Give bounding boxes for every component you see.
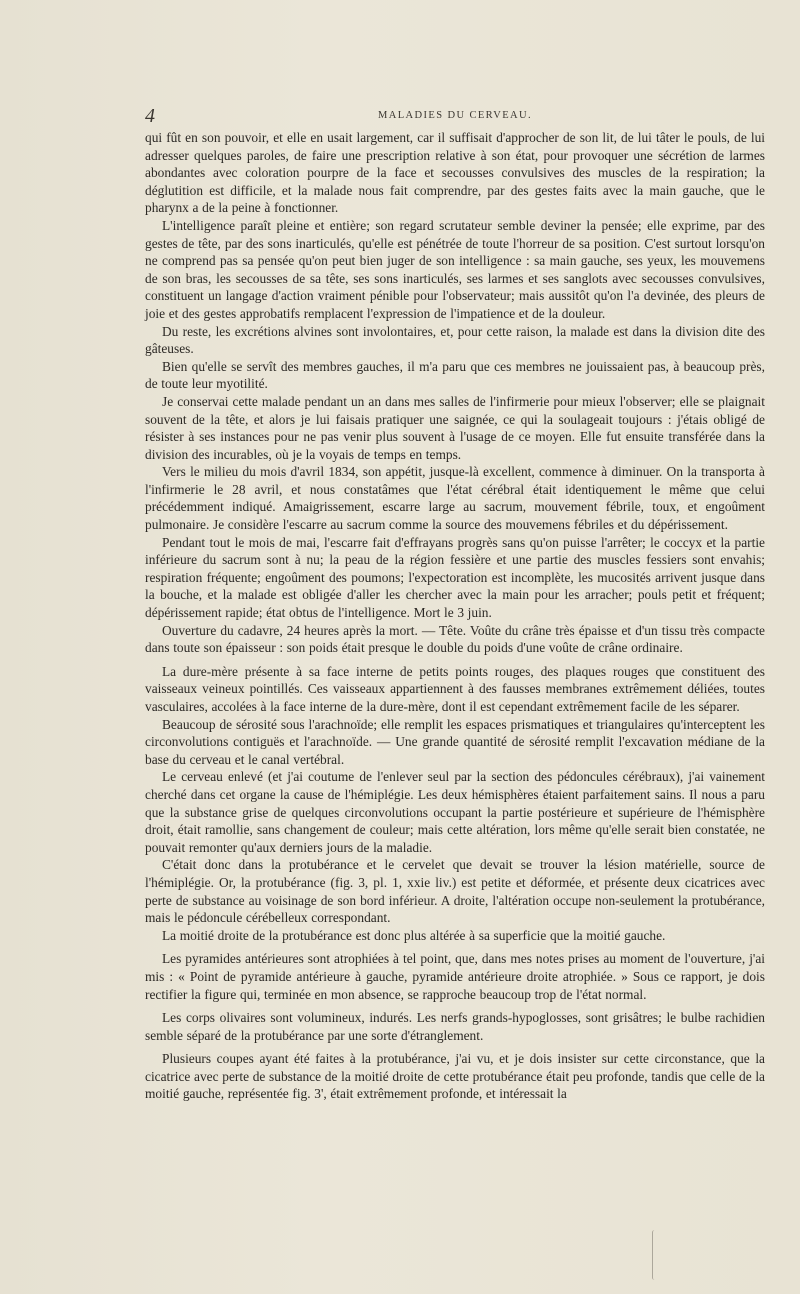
paragraph: Du reste, les excrétions alvines sont involontaires, et, pour cette raison, la malade est dans la division dite des gâteuses. bbox=[145, 323, 765, 357]
paragraph: Les pyramides antérieures sont atrophiées à tel point, que, dans mes notes prises au moment de l'ouverture, j'ai mis : « Point de pyramide antérieure à gauche, pyramide antérieure droite atrophiée. » Sous ce rapport, je dois rectifier la figure qui, terminée en mon absence, se rapproche beaucoup trop de l'état normal. bbox=[145, 951, 765, 1002]
paragraph: Ouverture du cadavre, 24 heures après la mort. — Tête. Voûte du crâne très épaisse et d'un tissu très compacte dans toute son épaisseur : son poids était presque le double du poids d'une voûte de crâne ordinaire. bbox=[145, 622, 765, 656]
paragraph: Plusieurs coupes ayant été faites à la protubérance, j'ai vu, et je dois insister sur cette circonstance, que la cicatrice avec perte de substance de la moitié droite de cette protubérance était peu profonde, tandis que celle de la moitié gauche, représentée fig. 3', était extrêmement profonde, et intéressait la bbox=[145, 1051, 765, 1102]
paragraph: Bien qu'elle se servît des membres gauches, il m'a paru que ces membres ne jouissaient pas, à beaucoup près, de toute leur myotilité. bbox=[145, 358, 765, 392]
paragraph: Je conservai cette malade pendant un an dans mes salles de l'infirmerie pour mieux l'observer; elle se plaignait souvent de la tête, et alors je lui faisais pratiquer une saignée, ce qui la soulageait toujours : j'étais obligé de résister à ses instances pour ne pas venir plus souvent à l'usage de ce moyen. Elle fut ensuite transférée dans la division des incurables, où je la voyais de temps en temps. bbox=[145, 393, 765, 462]
paragraph: Le cerveau enlevé (et j'ai coutume de l'enlever seul par la section des pédoncules cérébraux), j'ai vainement cherché dans cet organe la cause de l'hémiplégie. Les deux hémisphères étaient parfaitement sains. Il nous a paru que la substance grise de quelques circonvolutions occupant la partie postérieure et supérieure de l'hémisphère droit, était ramollie, sans changement de couleur; mais cette altération, lors même qu'elle serait bien constatée, ne pouvait remonter qu'aux derniers jours de la maladie. bbox=[145, 769, 765, 855]
paragraph: La moitié droite de la protubérance est donc plus altérée à sa superficie que la moitié gauche. bbox=[162, 927, 666, 943]
paragraph: Pendant tout le mois de mai, l'escarre fait d'effrayans progrès sans qu'on puisse l'arrêter; le coccyx et la partie inférieure du sacrum sont à nu; la peau de la région fessière et une partie des muscles fessiers sont envahis; respiration fréquente; engoûment des poumons; l'expectoration est incomplète, les mucosités arrivent jusque dans la bouche, et la malade est obligée d'aller les chercher avec la main pour les arracher; pouls petit et fréquent; dépérissement rapide; état obtus de l'intelligence. Mort le 3 juin. bbox=[145, 534, 765, 621]
running-title: MALADIES DU CERVEAU. bbox=[377, 110, 533, 121]
page-header bbox=[145, 105, 765, 127]
paragraph: C'était donc dans la protubérance et le cervelet que devait se trouver la lésion matérielle, source de l'hémiplégie. Or, la protubérance (fig. 3, pl. 1, xxie liv.) est petite et déformée, et présente deux cicatrices avec perte de substance au voisinage de son bord inférieur. A droite, l'altération occupe non-seulement la protubérance, mais le pédoncule cérébelleux correspondant. bbox=[145, 857, 765, 926]
page-number: 4 bbox=[145, 105, 155, 127]
paragraph: Beaucoup de sérosité sous l'arachnoïde; elle remplit les espaces prismatiques et triangulaires qu'interceptent les circonvolutions contiguës et l'arachnoïde. — Une grande quantité de sérosité remplit l'excavation médiane de la base du cerveau et le canal vertébral. bbox=[145, 716, 765, 767]
paragraph: L'intelligence paraît pleine et entière; son regard scrutateur semble deviner la pensée; elle exprime, par des gestes de tête, par des sons inarticulés, qu'elle est pénétrée de toute l'horreur de sa position. C'est surtout lorsqu'on ne comprend pas sa pensée qu'on peut bien juger de son intelligence : sa main gauche, ses yeux, les mouvemens de son bras, les secousses de sa tête, ses sons inarticulés, ses larmes et ses sanglots avec secousses convulsives, constituent un langage d'action vraiment pénible pour l'observateur; mais aussitôt qu'on l'a devinée, des pleurs de joie et des gestes approbatifs remplacent l'expression de l'impatience et de la douleur. bbox=[145, 217, 765, 321]
paper-crease bbox=[652, 1230, 657, 1280]
paragraph: Les corps olivaires sont volumineux, indurés. Les nerfs grands-hypoglosses, sont grisâtres; le bulbe rachidien semble séparé de la protubérance par une sorte d'étranglement. bbox=[145, 1010, 765, 1043]
paragraph: Vers le milieu du mois d'avril 1834, son appétit, jusque-là excellent, commence à diminuer. On la transporta à l'infirmerie le 28 avril, et nous constatâmes que l'état cérébral était identiquement le même que celui précédemment indiqué. Amaigrissement, escarre large au sacrum, mouvement fébrile, toux, et engoûment pulmonaire. Je considère l'escarre au sacrum comme la source des mouvemens fébriles et du dépérissement. bbox=[145, 464, 765, 533]
paragraph: qui fût en son pouvoir, et elle en usait largement, car il suffisait d'approcher de son lit, de lui tâter le pouls, de lui adresser quelques paroles, de faire une prescription relative à son état, pour provoquer une sécrétion de larmes abondantes avec coloration pourpre de la face et secousses convulsives des muscles de la respiration; la déglutition est difficile, et la malade nous fait comprendre, par des gestes faits avec la main gauche, que le pharynx a de la peine à fonctionner. bbox=[145, 130, 765, 216]
body-text bbox=[145, 129, 765, 1103]
paragraph: La dure-mère présente à sa face interne de petits points rouges, des plaques rouges que constituent des vaisseaux veineux pointillés. Ces vaisseaux appartiennent à des fausses membranes extrêmement déliées, toutes vasculaires, accolées à la face interne de la dure-mère, dont il est cependant extrêmement facile de les séparer. bbox=[145, 663, 765, 714]
